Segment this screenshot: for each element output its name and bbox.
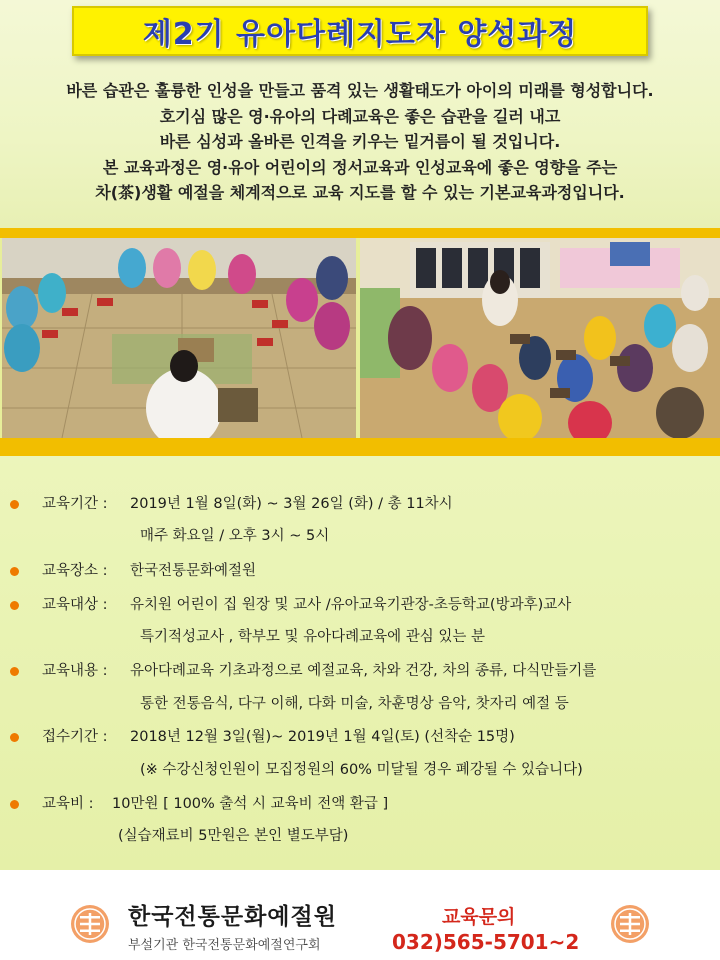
intro-line: 바른 습관은 훌륭한 인성을 만들고 품격 있는 생활태도가 아이의 미래를 형성합니다. — [66, 81, 654, 100]
registration-value: 2018년 12월 3일(월)~ 2019년 1월 4일(토) (선착순 15명) — [130, 729, 515, 745]
target-row — [0, 593, 720, 617]
course-details — [0, 456, 720, 870]
place-value: 한국전통문화예절원 — [130, 563, 257, 579]
title-banner — [72, 6, 648, 56]
photo-band — [0, 238, 720, 438]
classroom-photo — [360, 238, 720, 438]
period-label: 교육기간 : — [42, 496, 108, 512]
bullet-icon — [10, 733, 19, 742]
fee-note: (실습재료비 5만원은 본인 별도부담) — [118, 828, 349, 844]
intro-panel — [0, 0, 720, 228]
bullet-icon — [10, 800, 19, 809]
intro-text — [0, 78, 720, 206]
content-row — [0, 659, 720, 683]
org-name: 한국전통문화예절원 — [128, 903, 337, 930]
intro-line: 호기심 많은 영·유아의 다례교육은 좋은 습관을 길러 내고 — [159, 106, 561, 126]
intro-line: 차(茶)생활 예절을 체계적으로 교육 지도를 할 수 있는 기본교육과정입니다. — [95, 183, 625, 202]
target-label: 교육대상 : — [42, 597, 108, 613]
contact-phone[interactable]: 032)565-5701~2 — [392, 930, 580, 954]
fee-row — [0, 792, 720, 816]
accent-divider — [0, 438, 720, 456]
fee-value: 10만원 [ 100% 출석 시 교육비 전액 환급 ] — [112, 796, 389, 812]
seal-logo-icon — [610, 904, 650, 948]
bullet-icon — [10, 567, 19, 576]
period-sub-row — [0, 524, 720, 548]
seal-logo-icon — [70, 904, 110, 948]
intro-line: 바른 심성과 올바른 인격을 키우는 밑거름이 될 것입니다. — [159, 132, 561, 151]
bullet-icon — [10, 667, 19, 676]
bullet-icon — [10, 601, 19, 610]
content-value: 유아다례교육 기초과정으로 예절교육, 차와 건강, 차의 종류, 다식만들기를 — [130, 663, 597, 679]
target-sub-row — [0, 625, 720, 649]
target-value: 유치원 어린이 집 원장 및 교사 /유아교육기관장-초등학교(방과후)교사 — [130, 597, 572, 613]
registration-note: (※ 수강신청인원이 모집정원의 60% 미달될 경우 폐강될 수 있습니다) — [140, 762, 583, 778]
page-title: 제2기 유아다례지도자 양성과정 — [142, 17, 578, 52]
content-sub: 통한 전통음식, 다구 이해, 다화 미술, 차훈명상 음악, 찻자리 예절 등 — [140, 696, 569, 712]
contact-label: 교육문의 — [442, 906, 516, 928]
registration-sub-row — [0, 758, 720, 782]
place-row — [0, 559, 720, 583]
period-value: 2019년 1월 8일(화) ~ 3월 26일 (화) / 총 11차시 — [130, 496, 453, 512]
fee-label: 교육비 : — [42, 796, 94, 812]
content-label: 교육내용 : — [42, 663, 108, 679]
period-row — [0, 492, 720, 516]
tea-ceremony-photo — [2, 238, 356, 438]
bullet-icon — [10, 500, 19, 509]
intro-line: 본 교육과정은 영·유아 어린이의 정서교육과 인성교육에 좋은 영향을 주는 — [102, 157, 618, 177]
fee-sub-row — [0, 824, 720, 848]
accent-divider — [0, 228, 720, 238]
registration-label: 접수기간 : — [42, 729, 108, 745]
content-sub-row — [0, 692, 720, 716]
place-label: 교육장소 : — [42, 563, 108, 579]
org-subtitle: 부설기관 한국전통문화예절연구회 — [128, 938, 321, 953]
period-sub: 매주 화요일 / 오후 3시 ~ 5시 — [140, 528, 330, 544]
registration-row — [0, 725, 720, 749]
target-sub: 특기적성교사 , 학부모 및 유아다례교육에 관심 있는 분 — [140, 629, 486, 645]
